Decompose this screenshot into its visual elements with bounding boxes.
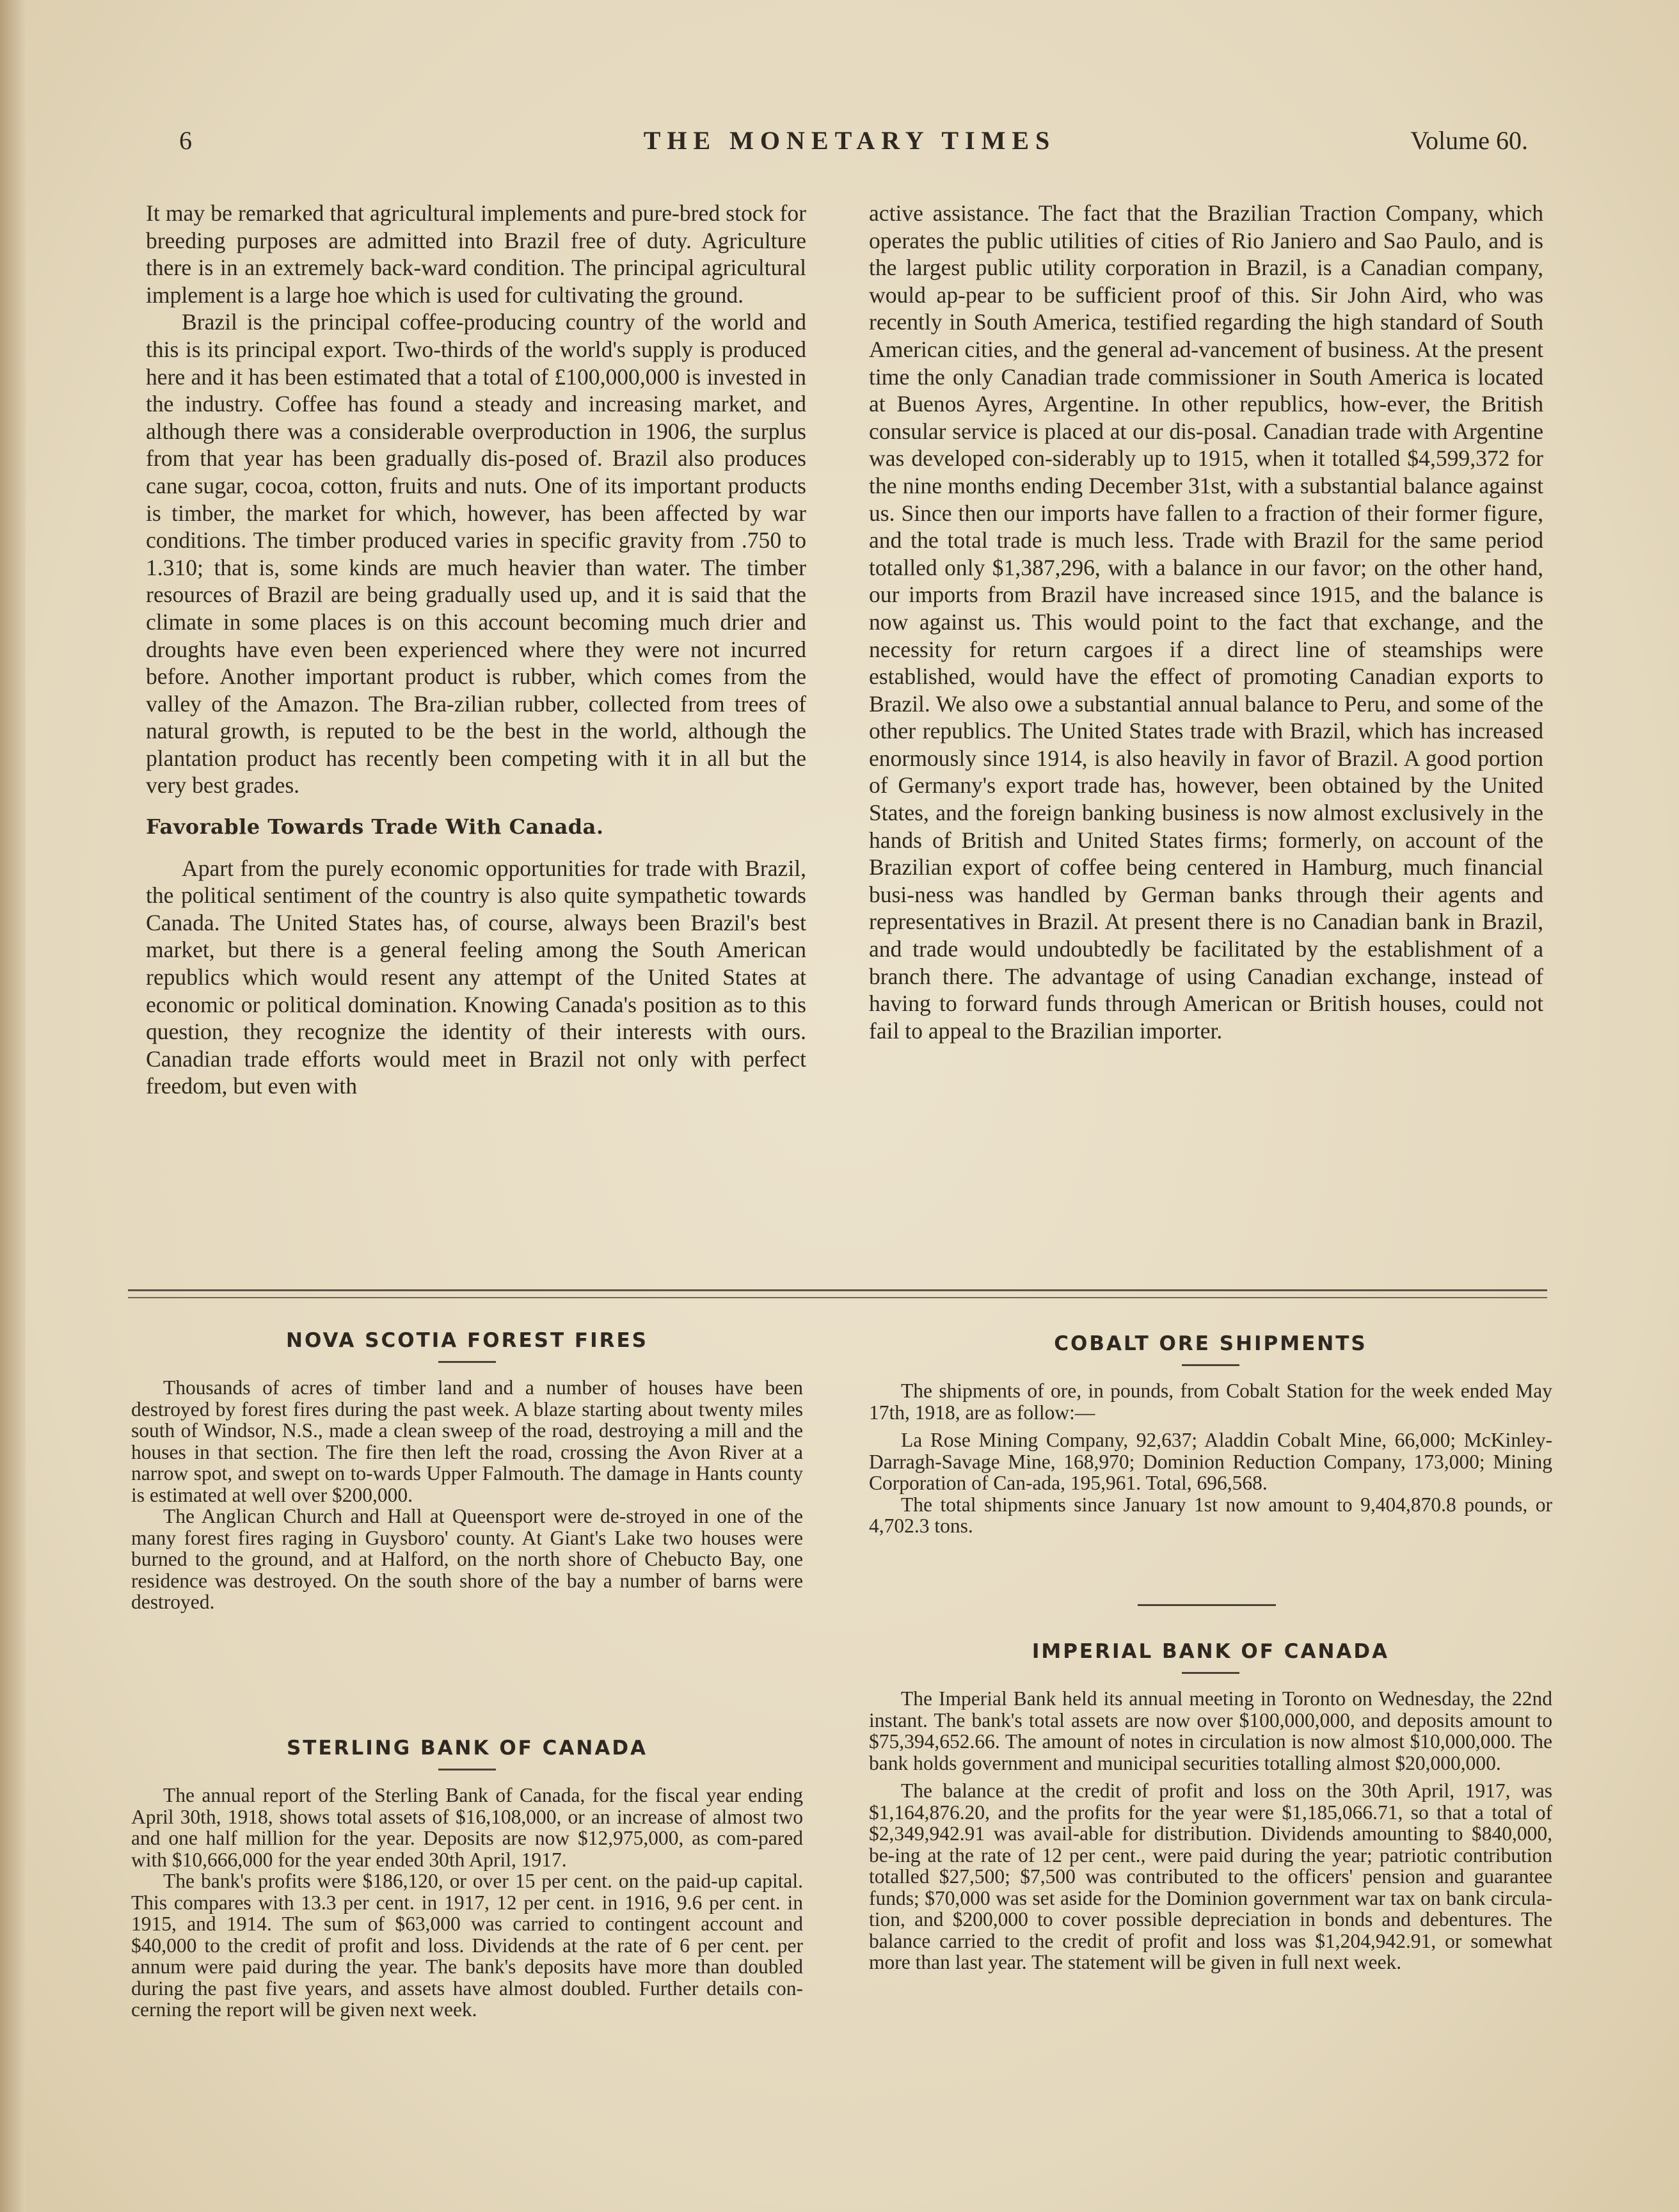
page-header — [171, 125, 1528, 164]
paragraph: The Anglican Church and Hall at Queensport were de-stroyed in one of the many forest fires raging in Guysboro' county. At Giant's Lake two houses were burned to the ground, and at Halford, on the north shore of Chebucto Bay, one residence was destroyed. On the south shore of the bay a number of barns were destroyed. — [131, 1505, 803, 1613]
heading-underline — [1182, 1672, 1239, 1674]
heading-underline — [438, 1769, 496, 1770]
paragraph: The balance at the credit of profit and loss on the 30th April, 1917, was $1,164,876.20, and the profits for the year were $1,185,066.71, so that a total of $2,349,942.91 was avail-able for distribution. Dividends amounting to $840,000, be-ing at the rate of 12 per cent., were paid during the year; patriotic contribution totalled $27,500; $7,500 was contributed to the officers' pension and guarantee funds; $70,000 was set aside for the Dominion government war tax on bank circula-tion, and $200,000 to cover possible depreciation in bonds and debentures. The balance carried to the credit of profit and loss was $1,204,942.91, or somewhat more than last year. The statement will be given in full next week. — [869, 1779, 1552, 1973]
sterling-bank-article — [131, 1737, 803, 2021]
article-heading: IMPERIAL BANK OF CANADA — [1031, 1640, 1390, 1663]
article-separator — [1138, 1604, 1276, 1606]
paragraph: Thousands of acres of timber land and a number of houses have been destroyed by forest fires during the past week. A blaze starting about twenty miles south of Windsor, N.S., made a clean sweep of the road, destroying a mill and the houses in that section. The fire then left the road, crossing the Avon River at a narrow spot, and swept on to-wards Upper Falmouth. The damage in Hants county is estimated at well over $200,000. — [131, 1376, 803, 1506]
paragraph: The bank's profits were $186,120, or over 15 per cent. on the paid-up capital. This compares with 13.3 per cent. in 1917, 12 per cent. in 1916, 9.6 per cent. in 1915, and 1914. The sum of $63,000 was carried to contingent account and $40,000 to the credit of profit and loss. Dividends at the rate of 6 per cent. per annum were paid during the year. The bank's deposits have more than doubled during the past five years, and assets have almost doubled. Further details con-cerning the report will be given next week. — [131, 1870, 803, 2021]
section-subheading: Favorable Towards Trade With Canada. — [146, 815, 604, 839]
paragraph: It may be remarked that agricultural implements and pure-bred stock for breeding purposes are admitted into Brazil free of duty. Agriculture there is in an extremely back-ward condition. The principal agricultural implement is a large hoe which is used for cultivating the ground. — [146, 200, 806, 308]
article-heading: STERLING BANK OF CANADA — [286, 1737, 648, 1760]
paragraph: La Rose Mining Company, 92,637; Aladdin Cobalt Mine, 66,000; McKinley-Darragh-Savage Mine, 168,970; Dominion Reduction Company, 173,000; Mining Corporation of Can-ada, 195,961. Total, 696,568. — [869, 1429, 1552, 1494]
volume-number: Volume 60. — [1410, 126, 1528, 155]
brazil-article-right-column — [869, 200, 1543, 1044]
article-body — [131, 1785, 803, 2021]
heading-underline — [438, 1361, 496, 1363]
cobalt-ore-shipments-article — [869, 1332, 1552, 1537]
paragraph: The Imperial Bank held its annual meeting in Toronto on Wednesday, the 22nd instant. The bank's total assets are now over $100,000,000, and deposits amount to $75,394,652.66. The amount of notes in circulation is now almost $10,000,000. The bank holds government and municipal securities totalling almost $20,000,000. — [869, 1687, 1552, 1774]
article-heading: NOVA SCOTIA FOREST FIRES — [286, 1329, 648, 1352]
article-body — [869, 1688, 1552, 1973]
heading-underline — [1182, 1364, 1239, 1366]
paragraph: active assistance. The fact that the Brazilian Traction Company, which operates the public utilities of cities of Rio Janiero and Sao Paulo, and is the largest public utility corporation in Brazil, is a Canadian company, would ap-pear to be sufficient proof of this. Sir John Aird, who was recently in South America, testified regarding the high standard of South American cities, and the general ad-vancement of business. At the present time the only Canadian trade commissioner in South America is located at Buenos Ayres, Argentine. In other republics, how-ever, the British consular service is placed at our dis-posal. Canadian trade with Argentine was developed con-siderably up to 1915, when it totalled $4,599,372 for the nine months ending December 31st, with a substantial balance against us. Since then our imports have fallen to a fraction of their former figure, and the total trade is much less. Trade with Brazil for the same period totalled only $1,387,296, with a balance in our favor; on the other hand, our imports from Brazil have increased since 1915, and the balance is now against us. This would point to the fact that exchange, and the necessity for return cargoes if a direct line of steamships were established, would have the effect of promoting Canadian exports to Brazil. We also owe a substantial annual balance to Peru, and some of the other republics. The United States trade with Brazil, which has increased enormously since 1914, is also heavily in favor of Brazil. A good portion of Germany's export trade has, however, been obtained by the United States, and the foreign banking business is now almost exclusively in the hands of British and United States firms; formerly, on account of the Brazilian export of coffee being centered in Hamburg, much financial busi-ness was handled by German banks through their agents and representatives in Brazil. At present there is no Canadian bank in Brazil, and trade would undoubtedly be facilitated by the establishment of a branch there. The advantage of using Canadian exchange, instead of having to forward funds through American or British houses, could not fail to appeal to the Brazilian importer. — [869, 200, 1543, 1044]
paragraph: Brazil is the principal coffee-producing country of the world and this is its principal export. Two-thirds of the world's supply is produced here and it has been estimated that a total of £100,000,000 is invested in the industry. Coffee has found a steady and increasing market, and although there was a considerable overproduction in 1906, the surplus from that year has been gradually dis-posed of. Brazil also produces cane sugar, cocoa, cotton, fruits and nuts. One of its important products is timber, the market for which, however, has been affected by war conditions. The timber produced varies in specific gravity from .750 to 1.310; that is, some kinds are much heavier than water. The timber resources of Brazil are being gradually used up, and it is said that the climate in some places is on this account becoming much drier and droughts have even been experienced where they were not incurred before. Another important product is rubber, which comes from the valley of the Amazon. The Bra-zilian rubber, collected from trees of natural growth, is reputed to be the best in the world, although the plantation product has recently been competing with it in all but the very best grades. — [146, 309, 806, 799]
paragraph: The shipments of ore, in pounds, from Cobalt Station for the week ended May 17th, 1918, are as follow:— — [869, 1380, 1552, 1424]
brazil-article-left-column — [146, 200, 806, 1100]
paragraph: The annual report of the Sterling Bank of Canada, for the fiscal year ending April 30th, 1918, shows total assets of $16,108,000, or an increase of almost two and one half million for the year. Deposits are now $12,975,000, as com-pared with $10,666,000 for the year ended 30th April, 1917. — [131, 1784, 803, 1871]
article-body — [131, 1377, 803, 1613]
nova-scotia-forest-fires-article — [131, 1329, 803, 1613]
page-number: 6 — [179, 126, 192, 155]
masthead-title: THE MONETARY TIMES — [643, 126, 1056, 155]
imperial-bank-article — [869, 1640, 1552, 1973]
article-heading: COBALT ORE SHIPMENTS — [1054, 1332, 1367, 1355]
double-rule-divider — [128, 1289, 1547, 1298]
paragraph: The total shipments since January 1st now amount to 9,404,870.8 pounds, or 4,702.3 tons. — [869, 1493, 1552, 1537]
paragraph: Apart from the purely economic opportunities for trade with Brazil, the political sentiment of the country is also quite sympathetic towards Canada. The United States has, of course, always been Brazil's best market, but there is a general feeling among the South American republics which would resent any attempt of the United States at economic or political domination. Knowing Canada's position as to this question, they recognize the identity of their interests with ours. Canadian trade efforts would meet in Brazil not only with perfect freedom, but even with — [146, 855, 806, 1099]
page-binding-edge — [0, 0, 26, 2212]
article-body — [869, 1380, 1552, 1537]
